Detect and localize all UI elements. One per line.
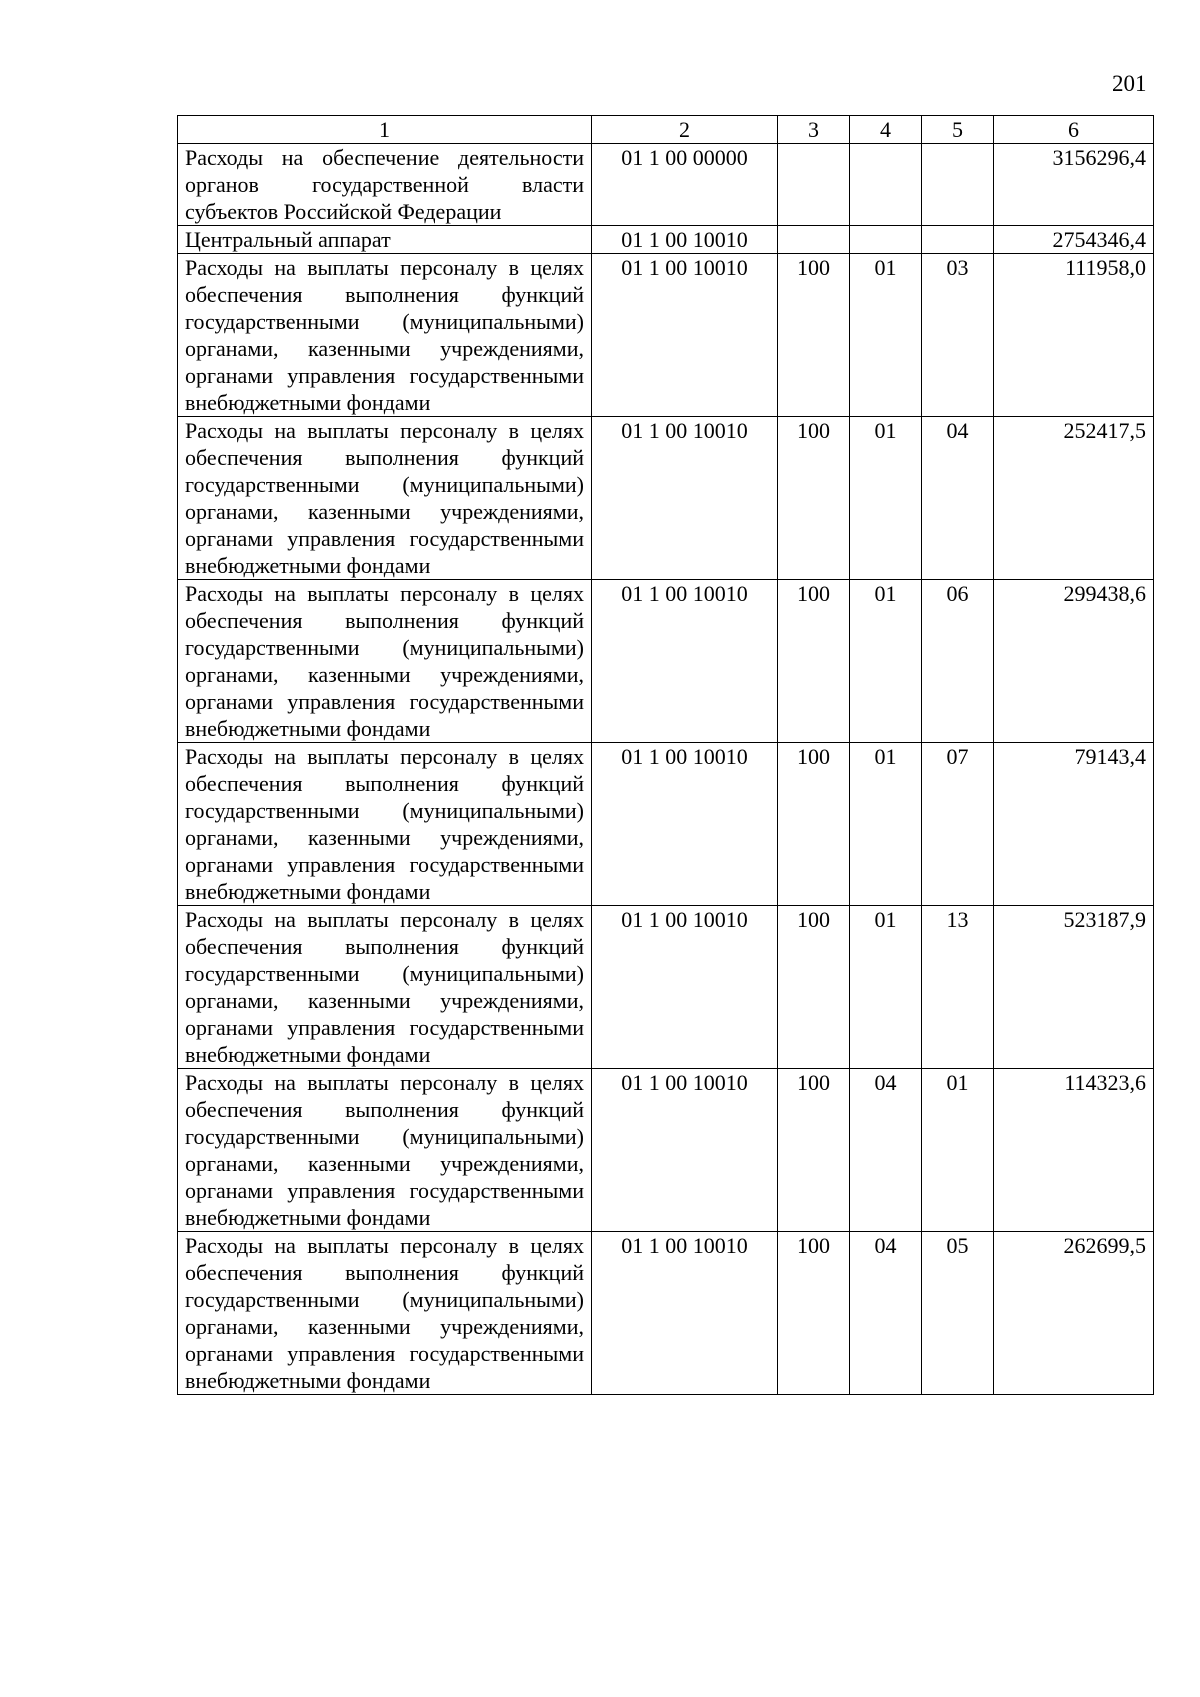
column-header: 1 xyxy=(178,116,592,144)
row-col3: 100 xyxy=(778,1232,850,1395)
row-col4: 04 xyxy=(850,1232,922,1395)
row-col3: 100 xyxy=(778,417,850,580)
row-amount: 2754346,4 xyxy=(994,226,1154,254)
row-col5: 03 xyxy=(922,254,994,417)
row-col5: 01 xyxy=(922,1069,994,1232)
row-amount: 3156296,4 xyxy=(994,144,1154,226)
row-col5 xyxy=(922,144,994,226)
row-description: Расходы на выплаты персоналу в целях обеспечения выполнения функций государственными (муниципальными) органами, казенными учреждениями, органами управления государственными внебюджетными фондами xyxy=(178,580,592,743)
table-header-row xyxy=(178,116,1154,144)
row-code: 01 1 00 10010 xyxy=(592,743,778,906)
row-description: Расходы на выплаты персоналу в целях обеспечения выполнения функций государственными (муниципальными) органами, казенными учреждениями, органами управления государственными внебюджетными фондами xyxy=(178,254,592,417)
column-header: 5 xyxy=(922,116,994,144)
row-col3 xyxy=(778,144,850,226)
table-row xyxy=(178,906,1154,1069)
row-amount: 523187,9 xyxy=(994,906,1154,1069)
row-col5: 13 xyxy=(922,906,994,1069)
row-col4: 01 xyxy=(850,417,922,580)
row-col3: 100 xyxy=(778,254,850,417)
row-col4: 01 xyxy=(850,580,922,743)
page-number: 201 xyxy=(1112,71,1147,96)
row-col5: 05 xyxy=(922,1232,994,1395)
row-col3: 100 xyxy=(778,743,850,906)
column-header: 3 xyxy=(778,116,850,144)
row-code: 01 1 00 10010 xyxy=(592,254,778,417)
row-col4: 01 xyxy=(850,906,922,1069)
row-code: 01 1 00 10010 xyxy=(592,417,778,580)
row-col3: 100 xyxy=(778,580,850,743)
table-row xyxy=(178,144,1154,226)
column-header: 4 xyxy=(850,116,922,144)
row-col3 xyxy=(778,226,850,254)
row-col3: 100 xyxy=(778,906,850,1069)
row-code: 01 1 00 00000 xyxy=(592,144,778,226)
row-col4 xyxy=(850,144,922,226)
table-row xyxy=(178,743,1154,906)
column-header: 6 xyxy=(994,116,1154,144)
row-col5: 06 xyxy=(922,580,994,743)
table-row xyxy=(178,1069,1154,1232)
row-col5: 04 xyxy=(922,417,994,580)
row-amount: 79143,4 xyxy=(994,743,1154,906)
row-code: 01 1 00 10010 xyxy=(592,580,778,743)
row-description: Расходы на выплаты персоналу в целях обеспечения выполнения функций государственными (муниципальными) органами, казенными учреждениями, органами управления государственными внебюджетными фондами xyxy=(178,417,592,580)
row-description: Расходы на выплаты персоналу в целях обеспечения выполнения функций государственными (муниципальными) органами, казенными учреждениями, органами управления государственными внебюджетными фондами xyxy=(178,906,592,1069)
row-col4: 04 xyxy=(850,1069,922,1232)
row-code: 01 1 00 10010 xyxy=(592,1069,778,1232)
row-amount: 114323,6 xyxy=(994,1069,1154,1232)
row-description: Расходы на выплаты персоналу в целях обеспечения выполнения функций государственными (муниципальными) органами, казенными учреждениями, органами управления государственными внебюджетными фондами xyxy=(178,743,592,906)
row-col4 xyxy=(850,226,922,254)
row-amount: 252417,5 xyxy=(994,417,1154,580)
row-col5: 07 xyxy=(922,743,994,906)
table-row xyxy=(178,1232,1154,1395)
table-row xyxy=(178,417,1154,580)
row-amount: 299438,6 xyxy=(994,580,1154,743)
row-amount: 111958,0 xyxy=(994,254,1154,417)
row-code: 01 1 00 10010 xyxy=(592,1232,778,1395)
budget-table xyxy=(177,115,1154,1395)
table-row xyxy=(178,254,1154,417)
row-description: Центральный аппарат xyxy=(178,226,592,254)
row-description: Расходы на выплаты персоналу в целях обеспечения выполнения функций государственными (муниципальными) органами, казенными учреждениями, органами управления государственными внебюджетными фондами xyxy=(178,1232,592,1395)
row-description: Расходы на обеспечение деятельности органов государственной власти субъектов Российской Федерации xyxy=(178,144,592,226)
column-header: 2 xyxy=(592,116,778,144)
row-col4: 01 xyxy=(850,254,922,417)
table-row xyxy=(178,580,1154,743)
row-description: Расходы на выплаты персоналу в целях обеспечения выполнения функций государственными (муниципальными) органами, казенными учреждениями, органами управления государственными внебюджетными фондами xyxy=(178,1069,592,1232)
row-amount: 262699,5 xyxy=(994,1232,1154,1395)
row-col5 xyxy=(922,226,994,254)
row-code: 01 1 00 10010 xyxy=(592,906,778,1069)
row-code: 01 1 00 10010 xyxy=(592,226,778,254)
row-col4: 01 xyxy=(850,743,922,906)
table-row xyxy=(178,226,1154,254)
row-col3: 100 xyxy=(778,1069,850,1232)
